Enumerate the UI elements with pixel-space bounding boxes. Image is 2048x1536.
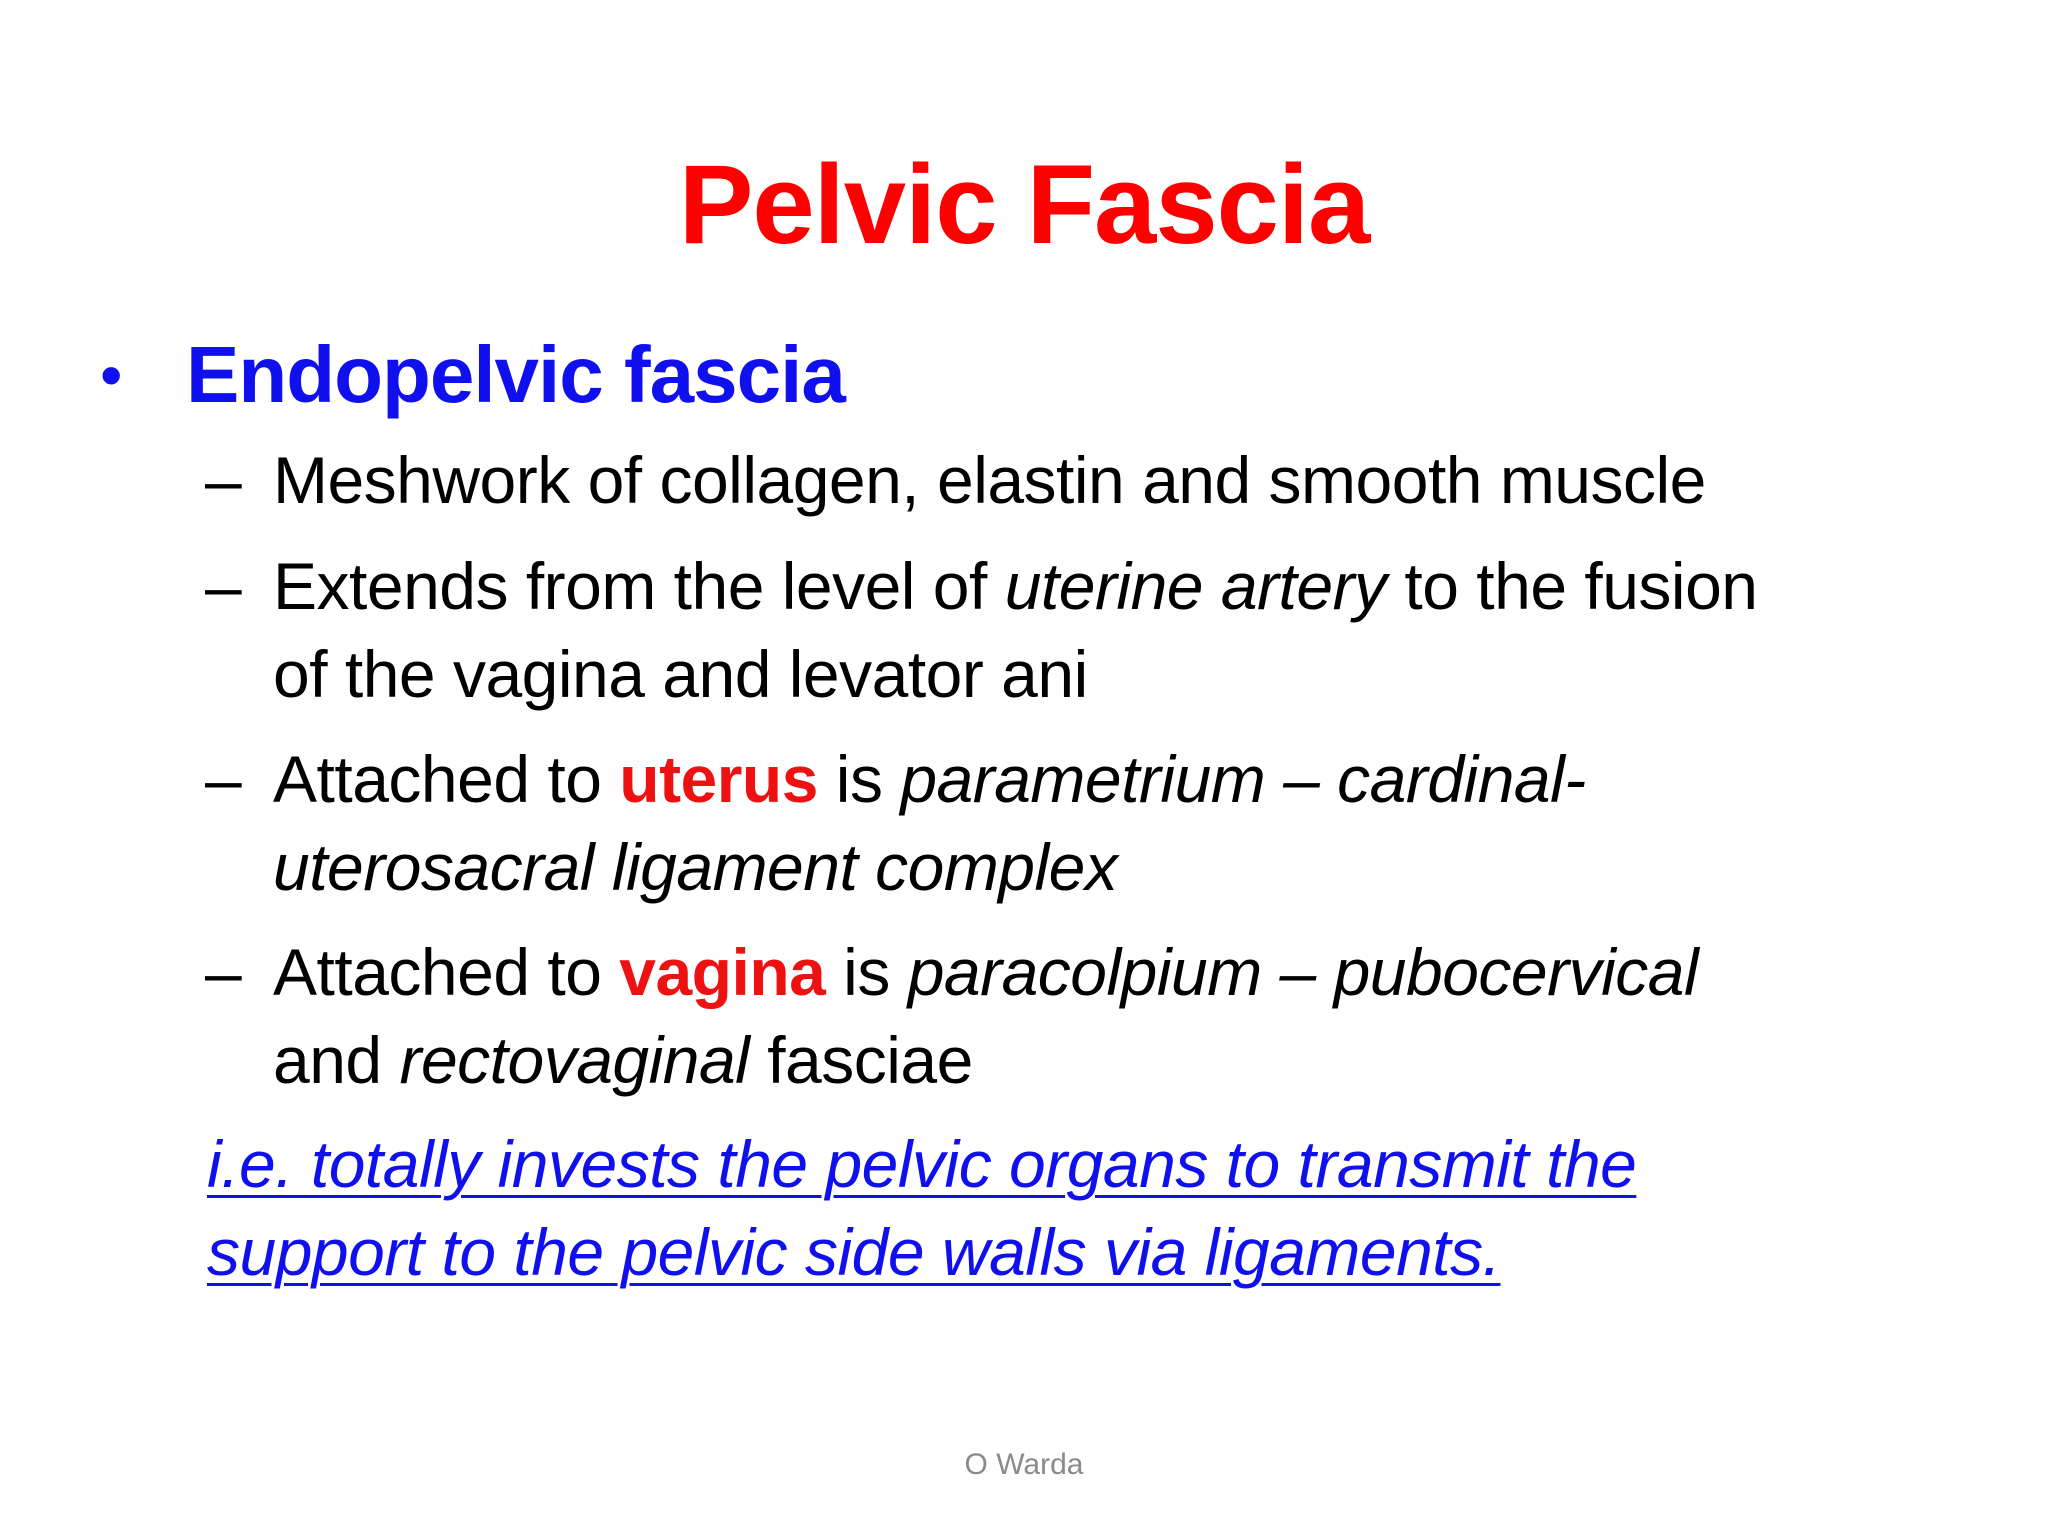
sub-item-text: fasciae (749, 1023, 973, 1097)
sub-item-text: is (817, 742, 901, 816)
sub-item-text: Attached to (273, 935, 620, 1009)
slide-title: Pelvic Fascia (678, 142, 1370, 267)
sub-item-text: Extends from the level of (273, 549, 1005, 623)
sub-item-italic: paracolpium – pubocervical (907, 935, 1699, 1009)
sub-item-text: is (825, 935, 908, 1009)
dash-marker: – (205, 935, 242, 1009)
sub-item-italic: rectovaginal (399, 1023, 750, 1097)
bullet-endopelvic-fascia (100, 320, 845, 430)
sub-item-continuation (205, 1016, 2005, 1104)
highlight-vagina: vagina (619, 935, 826, 1009)
bullet-heading: Endopelvic fascia (186, 330, 845, 419)
sub-item-meshwork (205, 436, 2005, 524)
sub-item-italic: parametrium – cardinal- (900, 742, 1586, 816)
sub-item-italic: uterine artery (1004, 549, 1387, 623)
sub-item-continuation: of the vagina and levator ani (273, 637, 1088, 711)
sub-item-text: Meshwork of collagen, elastin and smooth muscle (273, 443, 1706, 517)
summary-note (207, 1120, 1987, 1296)
dash-marker: – (205, 742, 242, 816)
sub-item-uterus (205, 735, 2005, 911)
footer-author: O Warda (964, 1448, 1084, 1481)
sub-item-text: and (273, 1023, 400, 1097)
summary-note-line: support to the pelvic side walls via ligaments. (207, 1215, 1501, 1289)
dash-marker: – (205, 443, 242, 517)
dash-marker: – (205, 549, 242, 623)
highlight-uterus: uterus (619, 742, 818, 816)
summary-note-line: i.e. totally invests the pelvic organs to transmit the (207, 1127, 1637, 1201)
sub-item-extends (205, 542, 2005, 718)
sub-item-continuation: uterosacral ligament complex (273, 830, 1118, 904)
sub-item-text: Attached to (273, 742, 620, 816)
sub-item-vagina (205, 928, 2005, 1104)
bullet-dot-icon: • (100, 339, 123, 411)
sub-item-text: to the fusion (1386, 549, 1758, 623)
